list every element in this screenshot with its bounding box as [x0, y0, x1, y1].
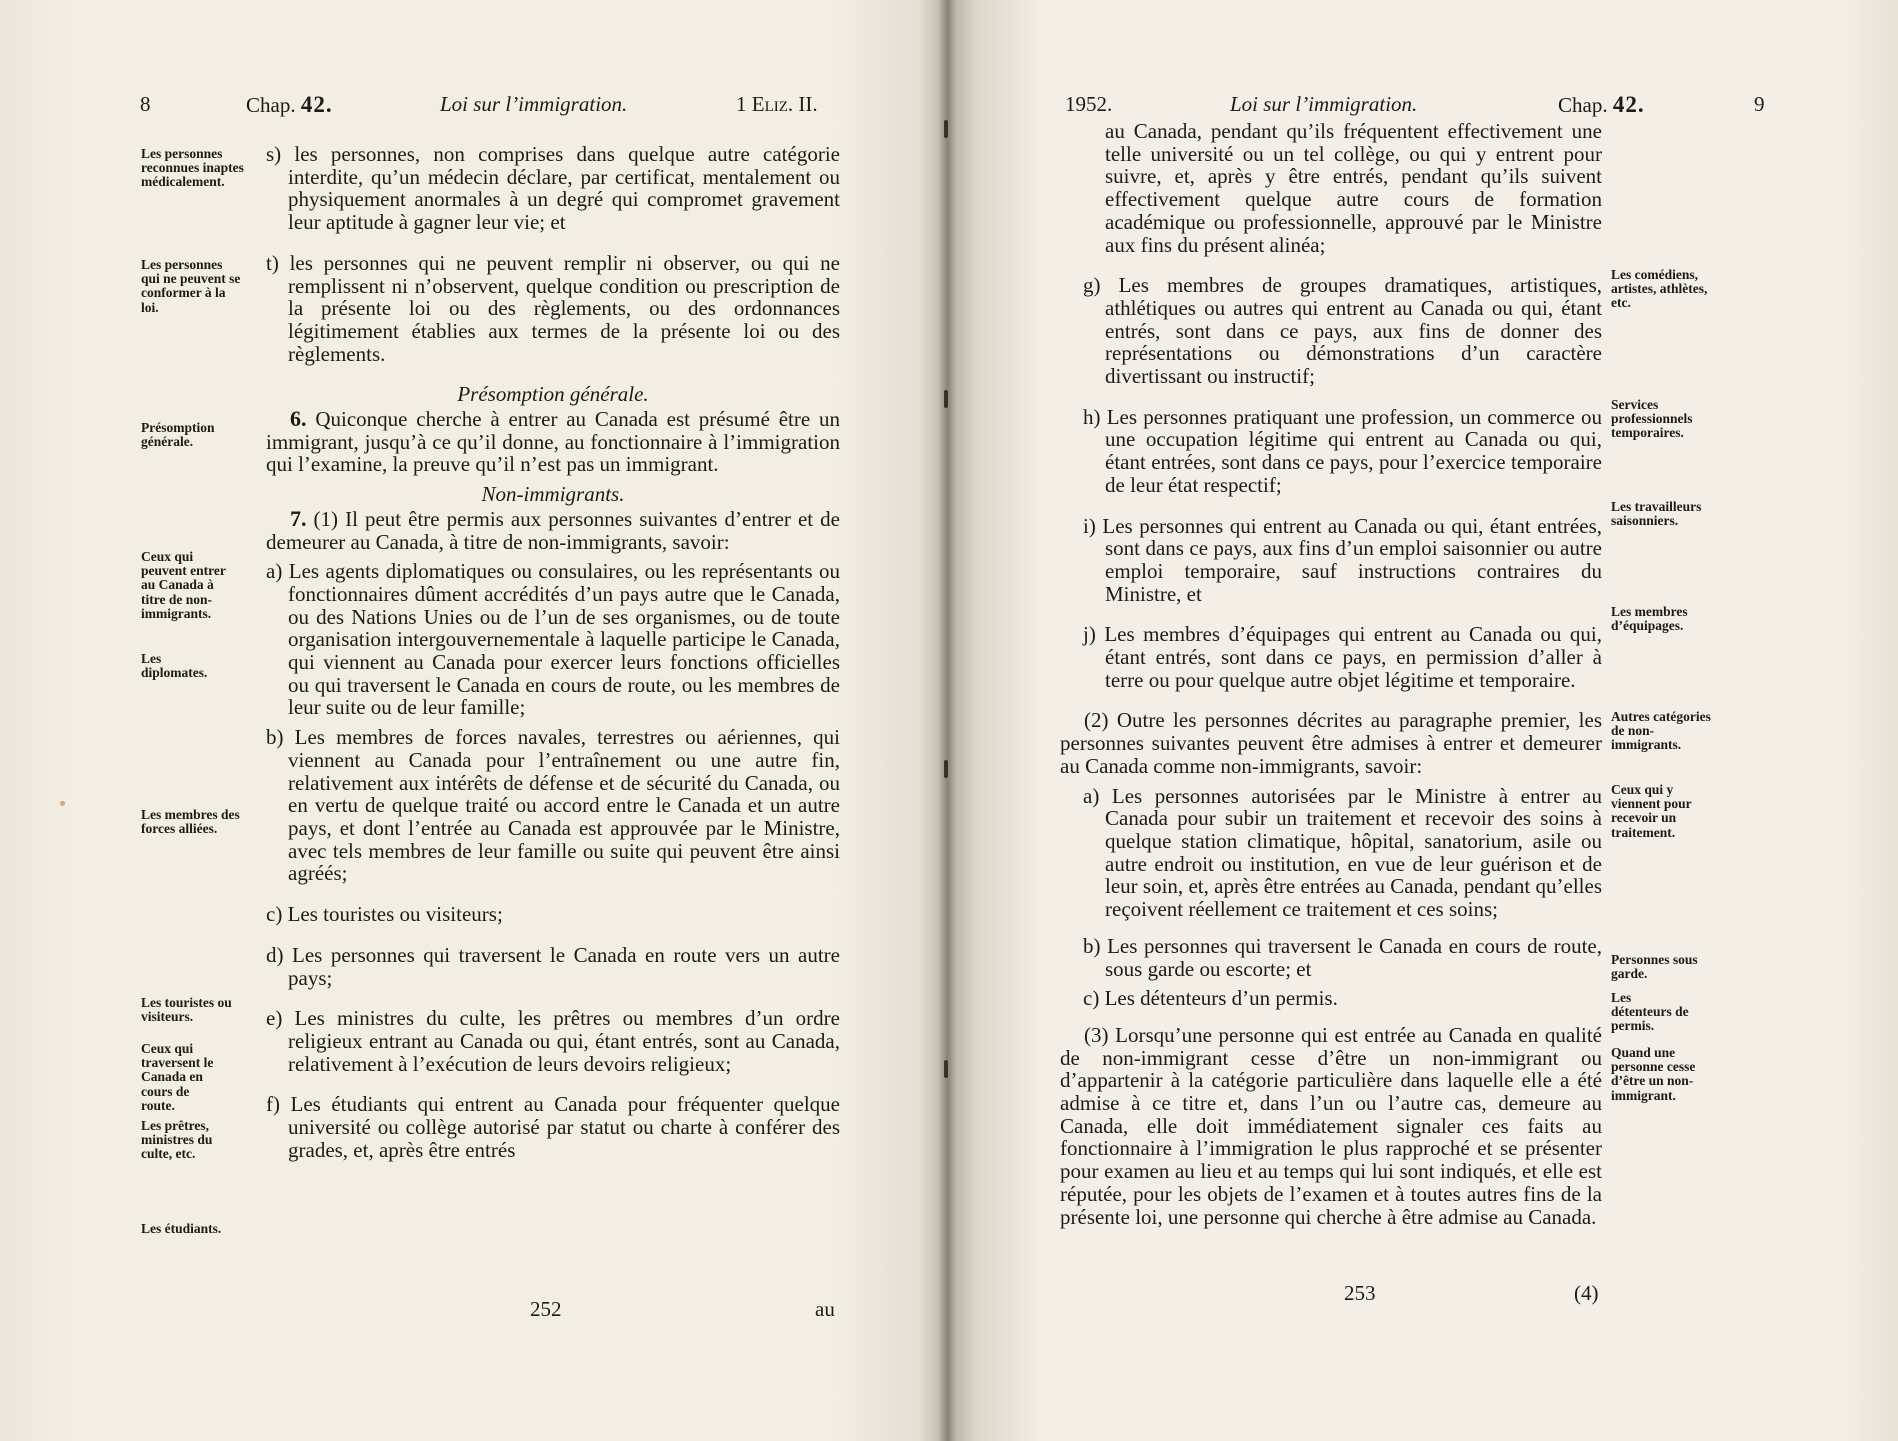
margin-note: Les prêtres, ministres du culte, etc. [141, 1118, 213, 1162]
margin-note: Les personnes qui ne peuvent se conformer à la loi. [141, 257, 241, 315]
left-footer-page: 252 [530, 1297, 562, 1321]
clause-i: i) Les personnes qui entrent au Canada ou qui, étant entrées, sont dans ce pays, aux fins d’un emploi saisonnier ou autre emploi temporaire, sauf instructions contraires du Ministre, et [1083, 513, 1602, 606]
clause-s: s) les personnes, non comprises dans quelque autre catégorie interdite, qu’un médecin déclare, par certificat, mentalement ou physiquement anormales à un degré qui compromet gravement leur aptitude à gagner leur vie; et [266, 142, 840, 235]
margin-note: Les membres des forces alliées. [141, 807, 240, 837]
clause-a2: a) Les personnes autorisées par le Ministre à entrer au Canada pour subir un traitement et recevoir des soins à quelque station climatique, hôpital, sanatorium, asile ou autre endroit ou institution, en vue de leur guérison et de leur soin, et, après être entrées au Canada, pendant qu’elles reçoivent réellement ce traitement et ces soins; [1083, 783, 1602, 922]
running-title: Loi sur l’immigration. [1230, 92, 1418, 116]
margin-note: Les touristes ou visiteurs. [141, 995, 232, 1025]
right-signature-mark: (4) [1574, 1281, 1599, 1305]
margin-note: Services professionnels temporaires. [1611, 397, 1693, 441]
binding-stitch [944, 390, 948, 408]
section-6-text: Quiconque cherche à entrer au Canada est présumé être un immigrant, jusqu’à ce qu’il donne, au fonctionnaire à l’immigration qui l’examine, la preuve qu’il n’est pas un immigrant. [266, 407, 840, 477]
right-body-text [1060, 120, 1602, 1235]
chapter-label: Chap. [246, 93, 296, 117]
clause-c2: c) Les détenteurs d’un permis. [1083, 986, 1338, 1011]
right-year: 1952. [1065, 92, 1113, 116]
binding-stitch [944, 760, 948, 778]
chapter-number: 42. [300, 92, 333, 117]
margin-note: Les membres d’équipages. [1611, 604, 1688, 634]
margin-note: Ceux qui traversent le Canada en cours de route. [141, 1041, 214, 1113]
right-chapter [1558, 92, 1645, 118]
clause-g: g) Les membres de groupes dramatiques, artistiques, athlétiques ou autres qui entrent au Canada ou qui, étant entrés, sont dans ce pays, aux fins de donner des représentations ou démonstrations d’un caractère divertissant ou instructif; [1083, 273, 1602, 389]
left-chapter [246, 92, 333, 118]
section-7-text: (1) Il peut être permis aux personnes suivantes d’entrer et de demeurer au Canada, à titre de non-immigrants, savoir: [266, 506, 840, 554]
clause-b2: b) Les personnes qui traversent le Canada en cours de route, sous garde ou escorte; et [1083, 933, 1602, 981]
left-running-title [440, 92, 627, 117]
chapter-number: 42. [1612, 92, 1645, 117]
heading-presomption: Présomption générale. [457, 382, 649, 407]
binding-stitch [944, 1060, 948, 1078]
book-gutter [938, 0, 956, 1441]
left-body-text [266, 143, 840, 1168]
section-7 [266, 505, 840, 554]
margin-note: Les diplomates. [141, 651, 208, 681]
right-page [947, 0, 1898, 1441]
section-6 [266, 408, 840, 476]
clause-j: j) Les membres d’équipages qui entrent au Canada ou qui, étant entrés, sont dans ce pays, en permission d’aller à terre ou pour quelque autre objet légitime et temporaire. [1083, 622, 1602, 692]
right-running-title [1230, 92, 1417, 117]
paper-speck [60, 801, 65, 806]
margin-note: Les détenteurs de permis. [1611, 990, 1689, 1034]
clause-d: d) Les personnes qui traversent le Canada en route vers un autre pays; [266, 942, 840, 990]
margin-note: Les comédiens, artistes, athlètes, etc. [1611, 267, 1708, 311]
clause-h: h) Les personnes pratiquant une profession, un commerce ou une occupation légitime qui entrent au Canada ou qui, étant entrées, sont dans ce pays, pour l’exercice temporaire de leur état respectif; [1083, 404, 1602, 497]
clause-f-continued: au Canada, pendant qu’ils fréquentent effectivement une telle université ou un tel collège, ou qui y entrent pour suivre, et, après y être entrés, pendant qu’ils suivent effectivement quelque autre cours de formation académique ou professionnelle, approuvé par le Ministre aux fins du présent alinéa; [1105, 119, 1602, 257]
margin-note: Les personnes reconnues inaptes médicalement. [141, 146, 244, 190]
margin-note: Ceux qui peuvent entrer au Canada à titre de non-immigrants. [141, 549, 226, 621]
margin-note: Quand une personne cesse d’être un non-immigrant. [1611, 1045, 1696, 1103]
binding-stitch [944, 120, 948, 138]
right-footer-page: 253 [1344, 1281, 1376, 1305]
clause-c: c) Les touristes ou visiteurs; [266, 902, 503, 927]
section-7-number: 7. [290, 505, 307, 531]
left-catchword: au [815, 1297, 835, 1321]
clause-a: a) Les agents diplomatiques ou consulaires, ou les représentants ou fonctionnaires dûment accrédités d’un pays autre que le Canada, ou des Nations Unies ou de l’un de ses organismes, ou de toute organisation intergouvernementale à laquelle participe le Canada, qui viennent au Canada pour exercer leurs fonctions officielles ou qui traversent le Canada en cours de route, ou les membres de leur suite ou de leur famille; [266, 559, 840, 720]
margin-note: Les travailleurs saisonniers. [1611, 499, 1702, 529]
clause-e: e) Les ministres du culte, les prêtres ou membres d’un ordre religieux entrant au Canada ou qui, étant entrés, sont au Canada, relativement à l’exécution de leurs devoirs religieux; [266, 1006, 840, 1076]
margin-note: Autres catégories de non-immigrants. [1611, 709, 1711, 753]
left-regnal-year: 1 Eliz. II. [736, 92, 818, 116]
right-page-number: 9 [1754, 92, 1765, 116]
margin-note: Les étudiants. [141, 1221, 222, 1236]
subsection-2: (2) Outre les personnes décrites au paragraphe premier, les personnes suivantes peuvent être admises à entrer et demeurer au Canada comme non-immigrants, savoir: [1060, 708, 1602, 778]
clause-f: f) Les étudiants qui entrent au Canada pour fréquenter quelque université ou collège autorisé par statut ou charte à conférer des grades, et, après être entrés [266, 1092, 840, 1162]
margin-note: Personnes sous garde. [1611, 952, 1698, 982]
subsection-3: (3) Lorsqu’une personne qui est entrée au Canada en qualité de non-immigrant cesse d’être un non-immigrant ou d’appartenir à la catégorie particulière dans laquelle elle a été admise à ce titre et, dans l’un ou l’autre cas, demeure au Canada, elle doit immédiatement signaler ces faits au fonctionnaire à l’immigration le plus rapproché et se présenter pour examen au lieu et au temps qui lui sont indiqués, et elle est réputée, pour les objets de l’examen et à toutes autres fins de la présente loi, une personne qui cherche à être admise au Canada. [1060, 1022, 1602, 1229]
clause-t: t) les personnes qui ne peuvent remplir ni observer, ou qui ne remplissent ni n’observent, quelque condition ou prescription de la présente loi ou des règlements, ou des ordonnances légitimement établies aux termes de la présente loi ou des règlements. [266, 250, 840, 366]
left-page-number: 8 [140, 92, 151, 116]
margin-note: Ceux qui y viennent pour recevoir un traitement. [1611, 782, 1692, 840]
heading-non-immigrants: Non-immigrants. [481, 482, 625, 507]
chapter-label: Chap. [1558, 93, 1608, 117]
section-6-number: 6. [290, 406, 307, 432]
clause-b: b) Les membres de forces navales, terrestres ou aériennes, qui viennent au Canada pour l’entraînement ou une autre fin, relativement aux intérêts de défense et de sécurité du Canada, ou en vertu de quelque traité ou accord entre le Canada et un autre pays, et dont l’entrée au Canada est approuvée par le Ministre, avec tels membres de leur famille ou suite qui peuvent être ainsi agréés; [266, 725, 840, 886]
running-title: Loi sur l’immigration. [440, 92, 628, 116]
margin-note: Présomption générale. [141, 420, 215, 450]
left-page [0, 0, 947, 1441]
